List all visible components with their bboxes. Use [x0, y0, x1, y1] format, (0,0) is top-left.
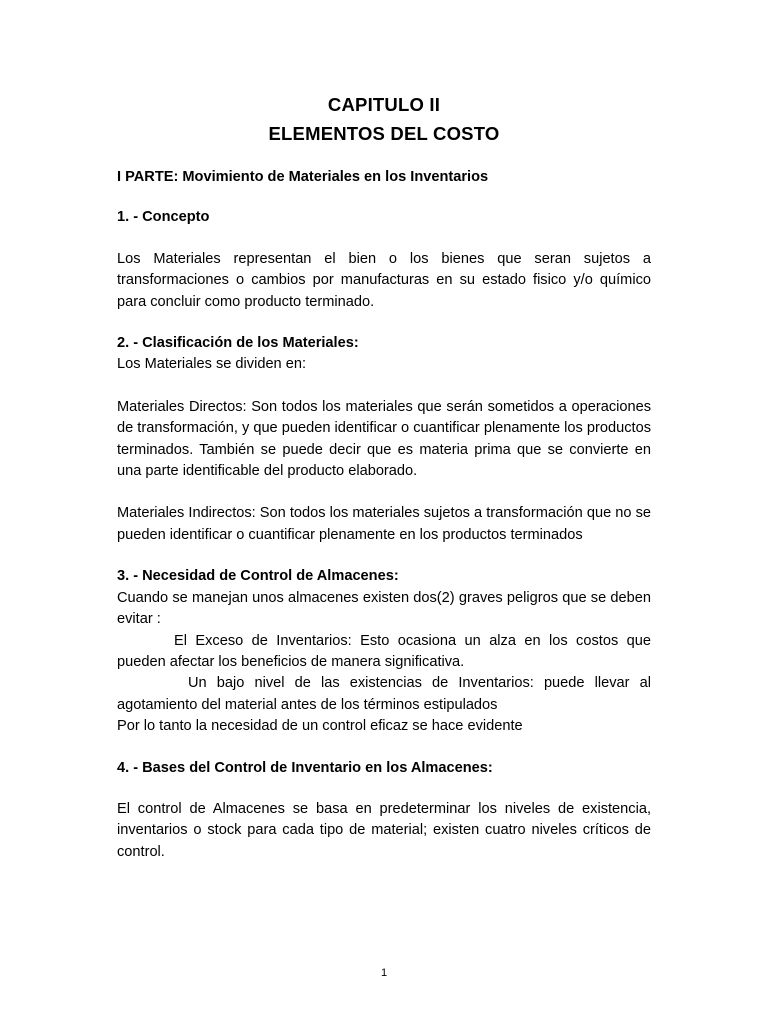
section-3-intro: Cuando se manejan unos almacenes existen dos(2) graves peligros que se deben evitar :: [117, 589, 651, 628]
section-4-body: El control de Almacenes se basa en predeterminar los niveles de existencia, inventarios o stock para cada tipo de material; existen cuatro niveles críticos de control.: [117, 800, 651, 860]
peligro-exceso-inventarios: El Exceso de Inventarios: Esto ocasiona un alza en los costos que pueden afectar los beneficios de manera significativa.: [117, 632, 651, 670]
section-1-body: Los Materiales representan el bien o los bienes que seran sujetos a transformaciones o cambios por manufacturas en su estado fisico y/o químico para concluir como producto terminado.: [117, 250, 651, 310]
document-body: [117, 167, 651, 863]
section-3-heading: 3. - Necesidad de Control de Almacenes:: [117, 568, 399, 585]
materiales-indirectos-paragraph: Materiales Indirectos: Son todos los materiales sujetos a transformación que no se pueden identificar o cuantificar plenamente en los productos terminados: [117, 505, 651, 543]
section-2-intro: Los Materiales se dividen en:: [117, 356, 307, 373]
section-3-conclusion: Por lo tanto la necesidad de un control eficaz se hace evidente: [117, 718, 523, 735]
materiales-directos-paragraph: Materiales Directos: Son todos los materiales que serán sometidos a operaciones de transformación, y que pueden identificar o cuantificar plenamente los productos terminados. También se puede decir que es materia prima que se convierte en una parte identificable del producto elaborado.: [117, 398, 651, 480]
part-heading: I PARTE: Movimiento de Materiales en los Inventarios: [117, 169, 489, 185]
peligro-bajo-nivel: Un bajo nivel de las existencias de Inventarios: puede llevar al agotamiento del material antes de los términos estipulados: [117, 675, 651, 713]
section-1-heading: 1. - Concepto: [117, 209, 210, 226]
chapter-title-block: [0, 90, 768, 148]
chapter-title: CAPITULO II: [327, 94, 441, 115]
section-4-heading: 4. - Bases del Control de Inventario en los Almacenes:: [117, 759, 493, 776]
chapter-subtitle: ELEMENTOS DEL COSTO: [268, 123, 500, 144]
section-2-heading: 2. - Clasificación de los Materiales:: [117, 335, 359, 352]
page-number: 1: [380, 967, 388, 979]
